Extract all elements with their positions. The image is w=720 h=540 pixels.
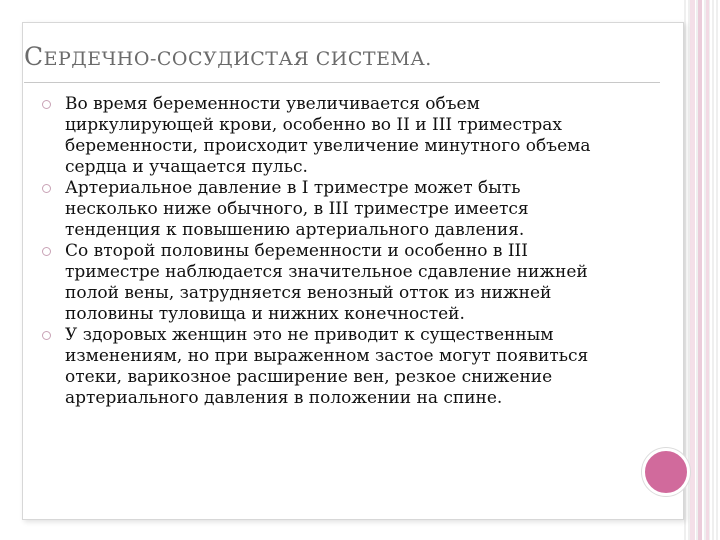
hollow-circle-bullet-icon — [42, 247, 51, 256]
bullet-text: У здоровых женщин это не приводит к существенным изменениям, но при выраженном застое могут появиться отеки, варикозное расширение вен, резкое снижение артериального давления в положении на спине. — [65, 325, 589, 408]
bullet-list — [42, 94, 602, 409]
edge-stripe — [706, 0, 709, 540]
bullet-text: Артериальное давление в I триместре может быть несколько ниже обычного, в III триместре имеется тенденция к повышению артериального давления. — [65, 178, 529, 240]
bullet-text: Во время беременности увеличивается объем циркулирующей крови, особенно во II и III триместрах беременности, происходит увеличение минутного объема сердца и учащается пульс. — [65, 94, 591, 177]
slide-title-first-letter: С — [24, 42, 44, 71]
edge-stripe — [690, 0, 695, 540]
hollow-circle-bullet-icon — [42, 100, 51, 109]
bullet-text: Со второй половины беременности и особенно в III триместре наблюдается значительное сдавление нижней полой вены, затрудняется венозный отток из нижней половины туловища и нижних конечностей. — [65, 241, 588, 324]
hollow-circle-bullet-icon — [42, 184, 51, 193]
bullet-item — [42, 325, 602, 409]
bullet-item — [42, 241, 602, 325]
slide-title-rest: ЕРДЕЧНО-СОСУДИСТАЯ СИСТЕМА. — [43, 48, 432, 70]
edge-stripe — [698, 0, 702, 540]
right-edge-decoration — [682, 0, 720, 540]
pink-circle-decoration — [642, 448, 690, 496]
bullet-item — [42, 178, 602, 241]
hollow-circle-bullet-icon — [42, 331, 51, 340]
slide-title — [24, 42, 432, 71]
title-divider — [24, 82, 660, 83]
bullet-item — [42, 94, 602, 178]
